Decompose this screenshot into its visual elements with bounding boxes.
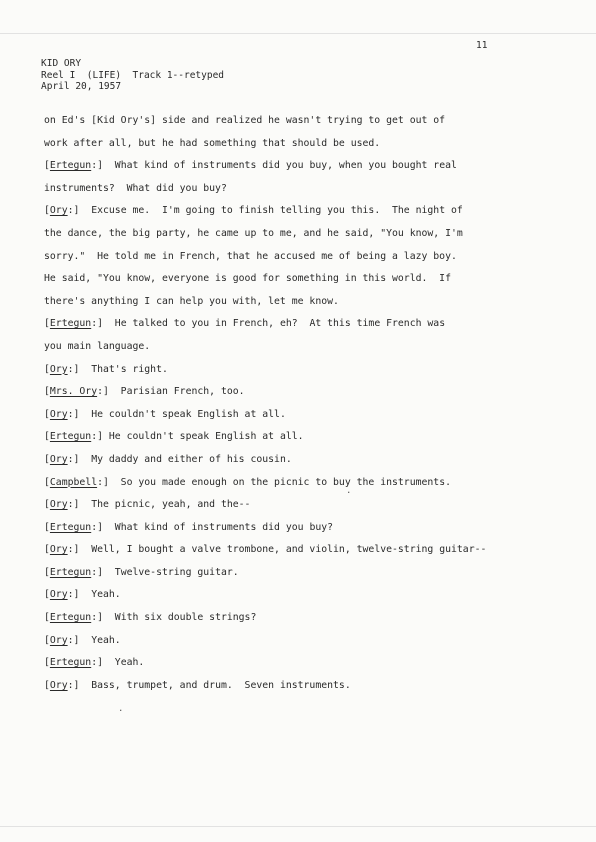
line-text: My daddy and either of his cousin. — [79, 453, 292, 465]
header-date: April 20, 1957 — [41, 81, 122, 92]
speaker-name: Ory — [49, 363, 68, 375]
speaker-name: Ertegun — [49, 657, 92, 669]
speaker-bracket-open: [ — [44, 386, 50, 398]
transcript-line — [44, 291, 564, 314]
speaker-name: Mrs. Ory — [49, 386, 98, 398]
page-top-edge — [0, 33, 596, 34]
speaker-name: Ory — [49, 408, 68, 420]
speaker-name: Ory — [49, 205, 68, 217]
line-text: Twelve-string guitar. — [103, 566, 239, 578]
transcript-line — [44, 336, 564, 359]
speaker-bracket-close: :] — [91, 521, 103, 533]
speaker-bracket-close: :] — [91, 431, 103, 443]
header-name: KID ORY — [41, 58, 82, 69]
line-text: Parisian French, too. — [108, 386, 245, 398]
transcript-line — [44, 359, 564, 382]
line-text: He couldn't speak English at all. — [103, 431, 304, 443]
line-text: instruments? What did you buy? — [44, 182, 227, 194]
line-text: work after all, but he had something that should be used. — [44, 137, 381, 149]
speaker-bracket-open: [ — [44, 521, 50, 533]
line-text: So you made enough on the picnic to buy the instruments. — [108, 476, 451, 488]
speaker-name: Ertegun — [49, 318, 92, 330]
line-text: you main language. — [44, 340, 151, 352]
line-text: He talked to you in French, eh? At this time French was — [103, 318, 446, 330]
line-text: sorry." He told me in French, that he accused me of being a lazy boy. — [44, 250, 457, 262]
transcript-line — [44, 494, 564, 517]
transcript-line — [44, 472, 564, 495]
line-text: there's anything I can help you with, let me know. — [44, 295, 339, 307]
transcript-line — [44, 110, 564, 133]
transcript-line — [44, 268, 564, 291]
transcript-line — [44, 313, 564, 336]
header-reel: Reel I (LIFE) Track 1--retyped — [41, 69, 225, 81]
transcript-line — [44, 155, 564, 178]
transcript-line — [44, 584, 564, 607]
transcript-line — [44, 449, 564, 472]
speaker-name: Ory — [49, 499, 68, 511]
speaker-name: Ory — [49, 679, 68, 691]
speaker-bracket-open: [ — [44, 589, 50, 601]
line-text: Bass, trumpet, and drum. Seven instruments. — [79, 679, 351, 691]
page-number: 11 — [476, 40, 488, 51]
transcript-line — [44, 246, 564, 269]
page-bottom-edge — [0, 826, 596, 827]
speaker-bracket-open: [ — [44, 657, 50, 669]
transcript-line — [44, 539, 564, 562]
speaker-bracket-close: :] — [97, 476, 109, 488]
line-text: The picnic, yeah, and the-- — [79, 499, 251, 511]
speaker-bracket-close: :] — [91, 566, 103, 578]
speaker-name: Ertegun — [49, 431, 92, 443]
speaker-bracket-open: [ — [44, 318, 50, 330]
speaker-name: Ertegun — [49, 566, 92, 578]
speaker-bracket-close: :] — [67, 634, 80, 646]
line-text: What kind of instruments did you buy? — [103, 521, 334, 533]
line-text: Yeah. — [79, 589, 121, 601]
speaker-bracket-open: [ — [44, 544, 50, 556]
speaker-bracket-open: [ — [44, 566, 50, 578]
speaker-bracket-close: :] — [67, 408, 80, 420]
transcript-line — [44, 381, 564, 404]
speaker-name: Ory — [49, 453, 68, 465]
transcript-line — [44, 630, 564, 653]
line-text: He couldn't speak English at all. — [79, 408, 286, 420]
transcript-line — [44, 133, 564, 156]
speaker-bracket-open: [ — [44, 205, 50, 217]
transcript-line — [44, 652, 564, 675]
transcript-body — [44, 110, 564, 697]
speaker-bracket-close: :] — [97, 386, 109, 398]
speaker-bracket-close: :] — [67, 544, 80, 556]
line-text: With six double strings? — [103, 612, 257, 624]
transcript-line — [44, 517, 564, 540]
transcript-line — [44, 607, 564, 630]
speaker-bracket-open: [ — [44, 408, 50, 420]
speaker-name: Campbell — [49, 476, 98, 488]
speaker-name: Ory — [49, 634, 68, 646]
speaker-bracket-close: :] — [67, 205, 80, 217]
speaker-bracket-close: :] — [91, 657, 103, 669]
speaker-bracket-open: [ — [44, 499, 50, 511]
speaker-bracket-close: :] — [67, 499, 80, 511]
speaker-bracket-close: :] — [91, 612, 103, 624]
line-text: the dance, the big party, he came up to me, and he said, "You know, I'm — [44, 227, 463, 239]
speaker-bracket-open: [ — [44, 363, 50, 375]
line-text: What kind of instruments did you buy, when you bought real — [103, 160, 457, 172]
speaker-name: Ertegun — [49, 521, 92, 533]
speaker-name: Ory — [49, 544, 68, 556]
speaker-bracket-close: :] — [67, 453, 80, 465]
line-text: Yeah. — [103, 657, 145, 669]
speaker-bracket-close: :] — [91, 318, 103, 330]
speaker-name: Ertegun — [49, 612, 92, 624]
speaker-bracket-open: [ — [44, 679, 50, 691]
speaker-bracket-close: :] — [67, 679, 80, 691]
stray-mark: . — [346, 486, 352, 496]
transcript-line — [44, 223, 564, 246]
line-text: That's right. — [79, 363, 168, 375]
stray-mark: . — [118, 704, 124, 714]
transcript-line — [44, 178, 564, 201]
speaker-name: Ertegun — [49, 160, 92, 172]
line-text: Well, I bought a valve trombone, and violin, twelve-string guitar-- — [79, 544, 487, 556]
transcript-line — [44, 562, 564, 585]
transcript-line — [44, 404, 564, 427]
transcript-line — [44, 200, 564, 223]
speaker-bracket-open: [ — [44, 453, 50, 465]
line-text: Yeah. — [79, 634, 121, 646]
speaker-bracket-open: [ — [44, 160, 50, 172]
speaker-bracket-close: :] — [67, 589, 80, 601]
speaker-bracket-open: [ — [44, 431, 50, 443]
line-text: He said, "You know, everyone is good for something in this world. If — [44, 273, 451, 285]
line-text: Excuse me. I'm going to finish telling you this. The night of — [79, 205, 463, 217]
speaker-name: Ory — [49, 589, 68, 601]
speaker-bracket-open: [ — [44, 634, 50, 646]
document-header — [41, 58, 224, 93]
speaker-bracket-open: [ — [44, 476, 50, 488]
speaker-bracket-close: :] — [67, 363, 80, 375]
transcript-line — [44, 426, 564, 449]
speaker-bracket-open: [ — [44, 612, 50, 624]
transcript-line — [44, 675, 564, 698]
speaker-bracket-close: :] — [91, 160, 103, 172]
line-text: on Ed's [Kid Ory's] side and realized he wasn't trying to get out of — [44, 115, 446, 126]
